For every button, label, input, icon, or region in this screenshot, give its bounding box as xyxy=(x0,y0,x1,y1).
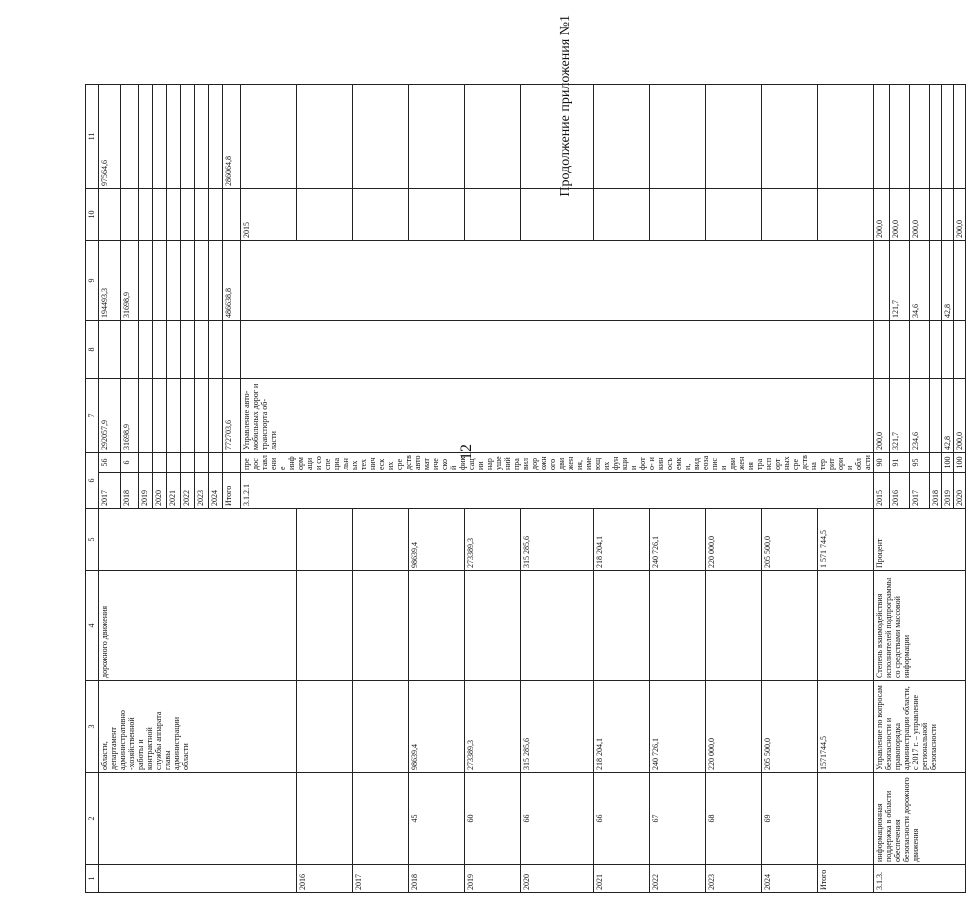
federal-funding-cell xyxy=(353,571,409,681)
indicator-value-cell xyxy=(817,773,873,865)
column-header: 1 xyxy=(86,865,99,893)
total-funding-cell: 98639,4 xyxy=(409,681,465,773)
total-funding-cell: 42,8 xyxy=(942,379,954,453)
table-cell xyxy=(139,241,153,321)
federal-funding-cell xyxy=(705,571,761,681)
federal-funding-cell xyxy=(223,321,241,379)
table-cell xyxy=(153,189,167,241)
column-header: 3 xyxy=(86,681,99,773)
table-cell xyxy=(153,453,167,473)
executor-cell: области, департамент административно -хозяйственной работы и контрактной службы аппарата главы администрации области xyxy=(99,681,297,773)
year-cell: 2018 xyxy=(409,865,465,893)
number-cell: 3.1.3. xyxy=(874,865,966,893)
indicator-value-cell xyxy=(930,453,942,473)
other-funding-cell xyxy=(705,85,761,189)
table-cell xyxy=(139,189,153,241)
table-cell xyxy=(167,189,181,241)
table-cell xyxy=(195,321,209,379)
year-cell: 2017 xyxy=(353,865,409,893)
appendix-heading: Продолжение приложения №1 xyxy=(558,15,573,197)
regional-funding-cell xyxy=(954,241,966,321)
regional-funding-cell: 34,6 xyxy=(910,241,930,321)
total-funding-cell: 234,6 xyxy=(910,379,930,453)
federal-funding-cell xyxy=(874,321,890,379)
year-cell: 2024 xyxy=(761,865,817,893)
year-cell: 2024 xyxy=(209,473,223,509)
unit-cell xyxy=(99,509,297,571)
table-row xyxy=(99,85,121,893)
year-cell: 2021 xyxy=(593,865,649,893)
column-header: 2 xyxy=(86,773,99,865)
year-cell: 2017 xyxy=(910,473,930,509)
federal-funding-cell xyxy=(409,571,465,681)
other-funding-cell xyxy=(121,85,139,189)
local-funding-cell xyxy=(942,189,954,241)
year-cell: 2023 xyxy=(705,865,761,893)
federal-funding-cell xyxy=(817,571,873,681)
indicator-value-cell: 100 xyxy=(942,453,954,473)
year-cell: 2015 xyxy=(241,189,297,241)
year-cell: 2019 xyxy=(139,473,153,509)
column-header: 10 xyxy=(86,189,99,241)
year-cell: 2022 xyxy=(181,473,195,509)
table-cell xyxy=(181,453,195,473)
federal-funding-cell xyxy=(465,571,521,681)
other-funding-cell xyxy=(910,85,930,189)
regional-funding-cell: 121,7 xyxy=(890,241,910,321)
column-header-row xyxy=(86,85,99,893)
table-cell xyxy=(153,321,167,379)
year-cell: Итого xyxy=(817,865,873,893)
year-cell: 2020 xyxy=(153,473,167,509)
indicator-value-cell: 45 xyxy=(409,773,465,865)
local-funding-cell xyxy=(705,189,761,241)
table-cell xyxy=(181,241,195,321)
indicator-cell: дорожного движения xyxy=(99,571,297,681)
year-cell: 2017 xyxy=(99,473,121,509)
local-funding-cell xyxy=(409,189,465,241)
year-cell: 2018 xyxy=(121,473,139,509)
total-funding-cell: 321,7 xyxy=(890,379,910,453)
local-funding-cell xyxy=(817,189,873,241)
table-cell xyxy=(167,321,181,379)
executor-cell: Управление авто-мобильных дорог и транспорта об-ласти xyxy=(241,379,874,453)
other-funding-cell: 97564,6 xyxy=(99,85,121,189)
federal-funding-cell xyxy=(593,571,649,681)
table-cell xyxy=(209,321,223,379)
federal-funding-cell xyxy=(930,321,942,379)
table-cell xyxy=(167,379,181,453)
federal-funding-cell xyxy=(954,321,966,379)
other-funding-cell xyxy=(649,85,705,189)
other-funding-cell xyxy=(890,85,910,189)
other-funding-cell xyxy=(353,85,409,189)
regional-funding-cell: 98639,4 xyxy=(409,509,465,571)
executor-cell: Управление по вопросам безопасности и правопорядка администрации области, с 2017 г. – управление региональной безопасности xyxy=(874,681,966,773)
regional-funding-cell xyxy=(930,241,942,321)
table-cell xyxy=(153,85,167,189)
local-funding-cell: 200,0 xyxy=(890,189,910,241)
regional-funding-cell: 1 571 744,5 xyxy=(817,509,873,571)
other-funding-cell xyxy=(593,85,649,189)
name-cell: предоставление информации со специальных технических средств автоматической фиксации нарушений правил дорожного движения, имеющих функции фото- и киносъемки, видеозаписи движения транспортных средств на территории области xyxy=(241,453,874,473)
local-funding-cell xyxy=(297,189,353,241)
indicator-value-cell xyxy=(353,773,409,865)
local-funding-cell: 200,0 xyxy=(910,189,930,241)
other-funding-cell: 286064,8 xyxy=(223,85,241,189)
table-cell xyxy=(195,379,209,453)
total-funding-cell: 220 000,0 xyxy=(705,681,761,773)
federal-funding-cell xyxy=(297,571,353,681)
regional-funding-cell xyxy=(353,509,409,571)
table-cell xyxy=(181,321,195,379)
table-cell xyxy=(195,241,209,321)
indicator-value-cell: 66 xyxy=(593,773,649,865)
indicator-value-cell: 6 xyxy=(121,453,139,473)
table-cell xyxy=(153,241,167,321)
other-funding-cell xyxy=(409,85,465,189)
total-funding-cell: 772703,6 xyxy=(223,379,241,453)
total-funding-cell: 200,0 xyxy=(954,379,966,453)
year-cell: 2016 xyxy=(890,473,910,509)
indicator-cell: Степень взаимодействия исполнителей подпрограммы со средствами массовой информации xyxy=(874,571,966,681)
unit-cell xyxy=(241,241,874,321)
regional-funding-cell: 315 285,6 xyxy=(521,509,593,571)
regional-funding-cell: 218 204,1 xyxy=(593,509,649,571)
year-cell: 2023 xyxy=(195,473,209,509)
local-funding-cell xyxy=(521,189,593,241)
indicator-value-cell xyxy=(241,85,297,189)
table-cell xyxy=(209,241,223,321)
regional-funding-cell: 486638,8 xyxy=(223,241,241,321)
indicator-value-cell: 56 xyxy=(99,453,121,473)
other-funding-cell xyxy=(761,85,817,189)
regional-funding-cell: 220 000,0 xyxy=(705,509,761,571)
total-funding-cell xyxy=(930,379,942,453)
local-funding-cell xyxy=(121,189,139,241)
local-funding-cell xyxy=(353,189,409,241)
table-cell xyxy=(209,379,223,453)
other-funding-cell xyxy=(297,85,353,189)
federal-funding-cell xyxy=(121,321,139,379)
table-cell xyxy=(209,189,223,241)
table-cell xyxy=(139,453,153,473)
other-funding-cell xyxy=(930,85,942,189)
column-header: 6 xyxy=(86,453,99,509)
regional-funding-cell xyxy=(297,509,353,571)
federal-funding-cell xyxy=(99,321,121,379)
total-funding-cell: 1571744,5 xyxy=(817,681,873,773)
unit-cell: Процент xyxy=(874,509,966,571)
total-funding-cell: 218 204,1 xyxy=(593,681,649,773)
local-funding-cell xyxy=(99,189,121,241)
regional-funding-cell: 205 500,0 xyxy=(761,509,817,571)
table-cell xyxy=(195,453,209,473)
total-funding-cell: 31698,9 xyxy=(121,379,139,453)
regional-funding-cell: 31698,9 xyxy=(121,241,139,321)
year-cell: 2020 xyxy=(521,865,593,893)
local-funding-cell xyxy=(223,189,241,241)
regional-funding-cell: 273389,3 xyxy=(465,509,521,571)
total-funding-cell: 240 726,1 xyxy=(649,681,705,773)
indicator-cell xyxy=(241,321,874,379)
year-cell: Итого xyxy=(223,473,241,509)
table-cell xyxy=(181,85,195,189)
table-cell xyxy=(139,85,153,189)
indicator-value-cell: 95 xyxy=(910,453,930,473)
other-funding-cell xyxy=(465,85,521,189)
other-funding-cell xyxy=(874,85,890,189)
column-header: 11 xyxy=(86,85,99,189)
local-funding-cell xyxy=(930,189,942,241)
table-cell xyxy=(181,189,195,241)
column-header: 4 xyxy=(86,571,99,681)
federal-funding-cell xyxy=(649,571,705,681)
name-cell xyxy=(99,773,297,865)
table-cell xyxy=(167,85,181,189)
federal-funding-cell xyxy=(521,571,593,681)
table-cell xyxy=(209,85,223,189)
indicator-value-cell xyxy=(223,453,241,473)
column-header: 5 xyxy=(86,509,99,571)
table-cell xyxy=(209,453,223,473)
total-funding-cell: 292057,9 xyxy=(99,379,121,453)
local-funding-cell xyxy=(465,189,521,241)
table-cell xyxy=(139,321,153,379)
table-cell xyxy=(195,85,209,189)
regional-funding-cell xyxy=(874,241,890,321)
local-funding-cell xyxy=(649,189,705,241)
number-cell: 3.1.2.1 xyxy=(241,473,874,509)
local-funding-cell xyxy=(593,189,649,241)
regional-funding-cell: 240 726,1 xyxy=(649,509,705,571)
column-header: 7 xyxy=(86,379,99,453)
year-cell: 2019 xyxy=(942,473,954,509)
other-funding-cell xyxy=(521,85,593,189)
number-cell xyxy=(99,865,297,893)
year-cell: 2022 xyxy=(649,865,705,893)
year-cell: 2019 xyxy=(465,865,521,893)
table-cell xyxy=(167,453,181,473)
year-cell: 2020 xyxy=(954,473,966,509)
local-funding-cell: 200,0 xyxy=(874,189,890,241)
other-funding-cell xyxy=(942,85,954,189)
indicator-value-cell: 68 xyxy=(705,773,761,865)
total-funding-cell xyxy=(353,681,409,773)
indicator-value-cell: 91 xyxy=(890,453,910,473)
indicator-value-cell: 69 xyxy=(761,773,817,865)
total-funding-cell: 200,0 xyxy=(874,379,890,453)
year-cell: 2021 xyxy=(167,473,181,509)
local-funding-cell: 200,0 xyxy=(954,189,966,241)
table-cell xyxy=(153,379,167,453)
year-cell: 2018 xyxy=(930,473,942,509)
column-header: 8 xyxy=(86,321,99,379)
indicator-value-cell xyxy=(297,773,353,865)
other-funding-cell xyxy=(954,85,966,189)
federal-funding-cell xyxy=(942,321,954,379)
program-table xyxy=(85,84,966,893)
local-funding-cell xyxy=(761,189,817,241)
federal-funding-cell xyxy=(890,321,910,379)
indicator-value-cell: 60 xyxy=(465,773,521,865)
table-row xyxy=(874,85,890,893)
indicator-value-cell: 90 xyxy=(874,453,890,473)
table-cell xyxy=(195,189,209,241)
indicator-value-cell: 67 xyxy=(649,773,705,865)
total-funding-cell: 205 500,0 xyxy=(761,681,817,773)
page-number: 12 xyxy=(458,444,475,460)
name-cell: информационная поддержка в области обеспечения безопасности дорожного движения xyxy=(874,773,966,865)
indicator-value-cell: 66 xyxy=(521,773,593,865)
table-cell xyxy=(139,379,153,453)
total-funding-cell: 315 285,6 xyxy=(521,681,593,773)
year-cell: 2015 xyxy=(874,473,890,509)
year-cell: 2016 xyxy=(297,865,353,893)
regional-funding-cell: 194493,3 xyxy=(99,241,121,321)
total-funding-cell xyxy=(297,681,353,773)
column-header: 9 xyxy=(86,241,99,321)
total-funding-cell: 273389,3 xyxy=(465,681,521,773)
federal-funding-cell xyxy=(761,571,817,681)
table-cell xyxy=(167,241,181,321)
regional-funding-cell: 42,8 xyxy=(942,241,954,321)
indicator-value-cell: 100 xyxy=(954,453,966,473)
federal-funding-cell xyxy=(910,321,930,379)
table-cell xyxy=(181,379,195,453)
other-funding-cell xyxy=(817,85,873,189)
